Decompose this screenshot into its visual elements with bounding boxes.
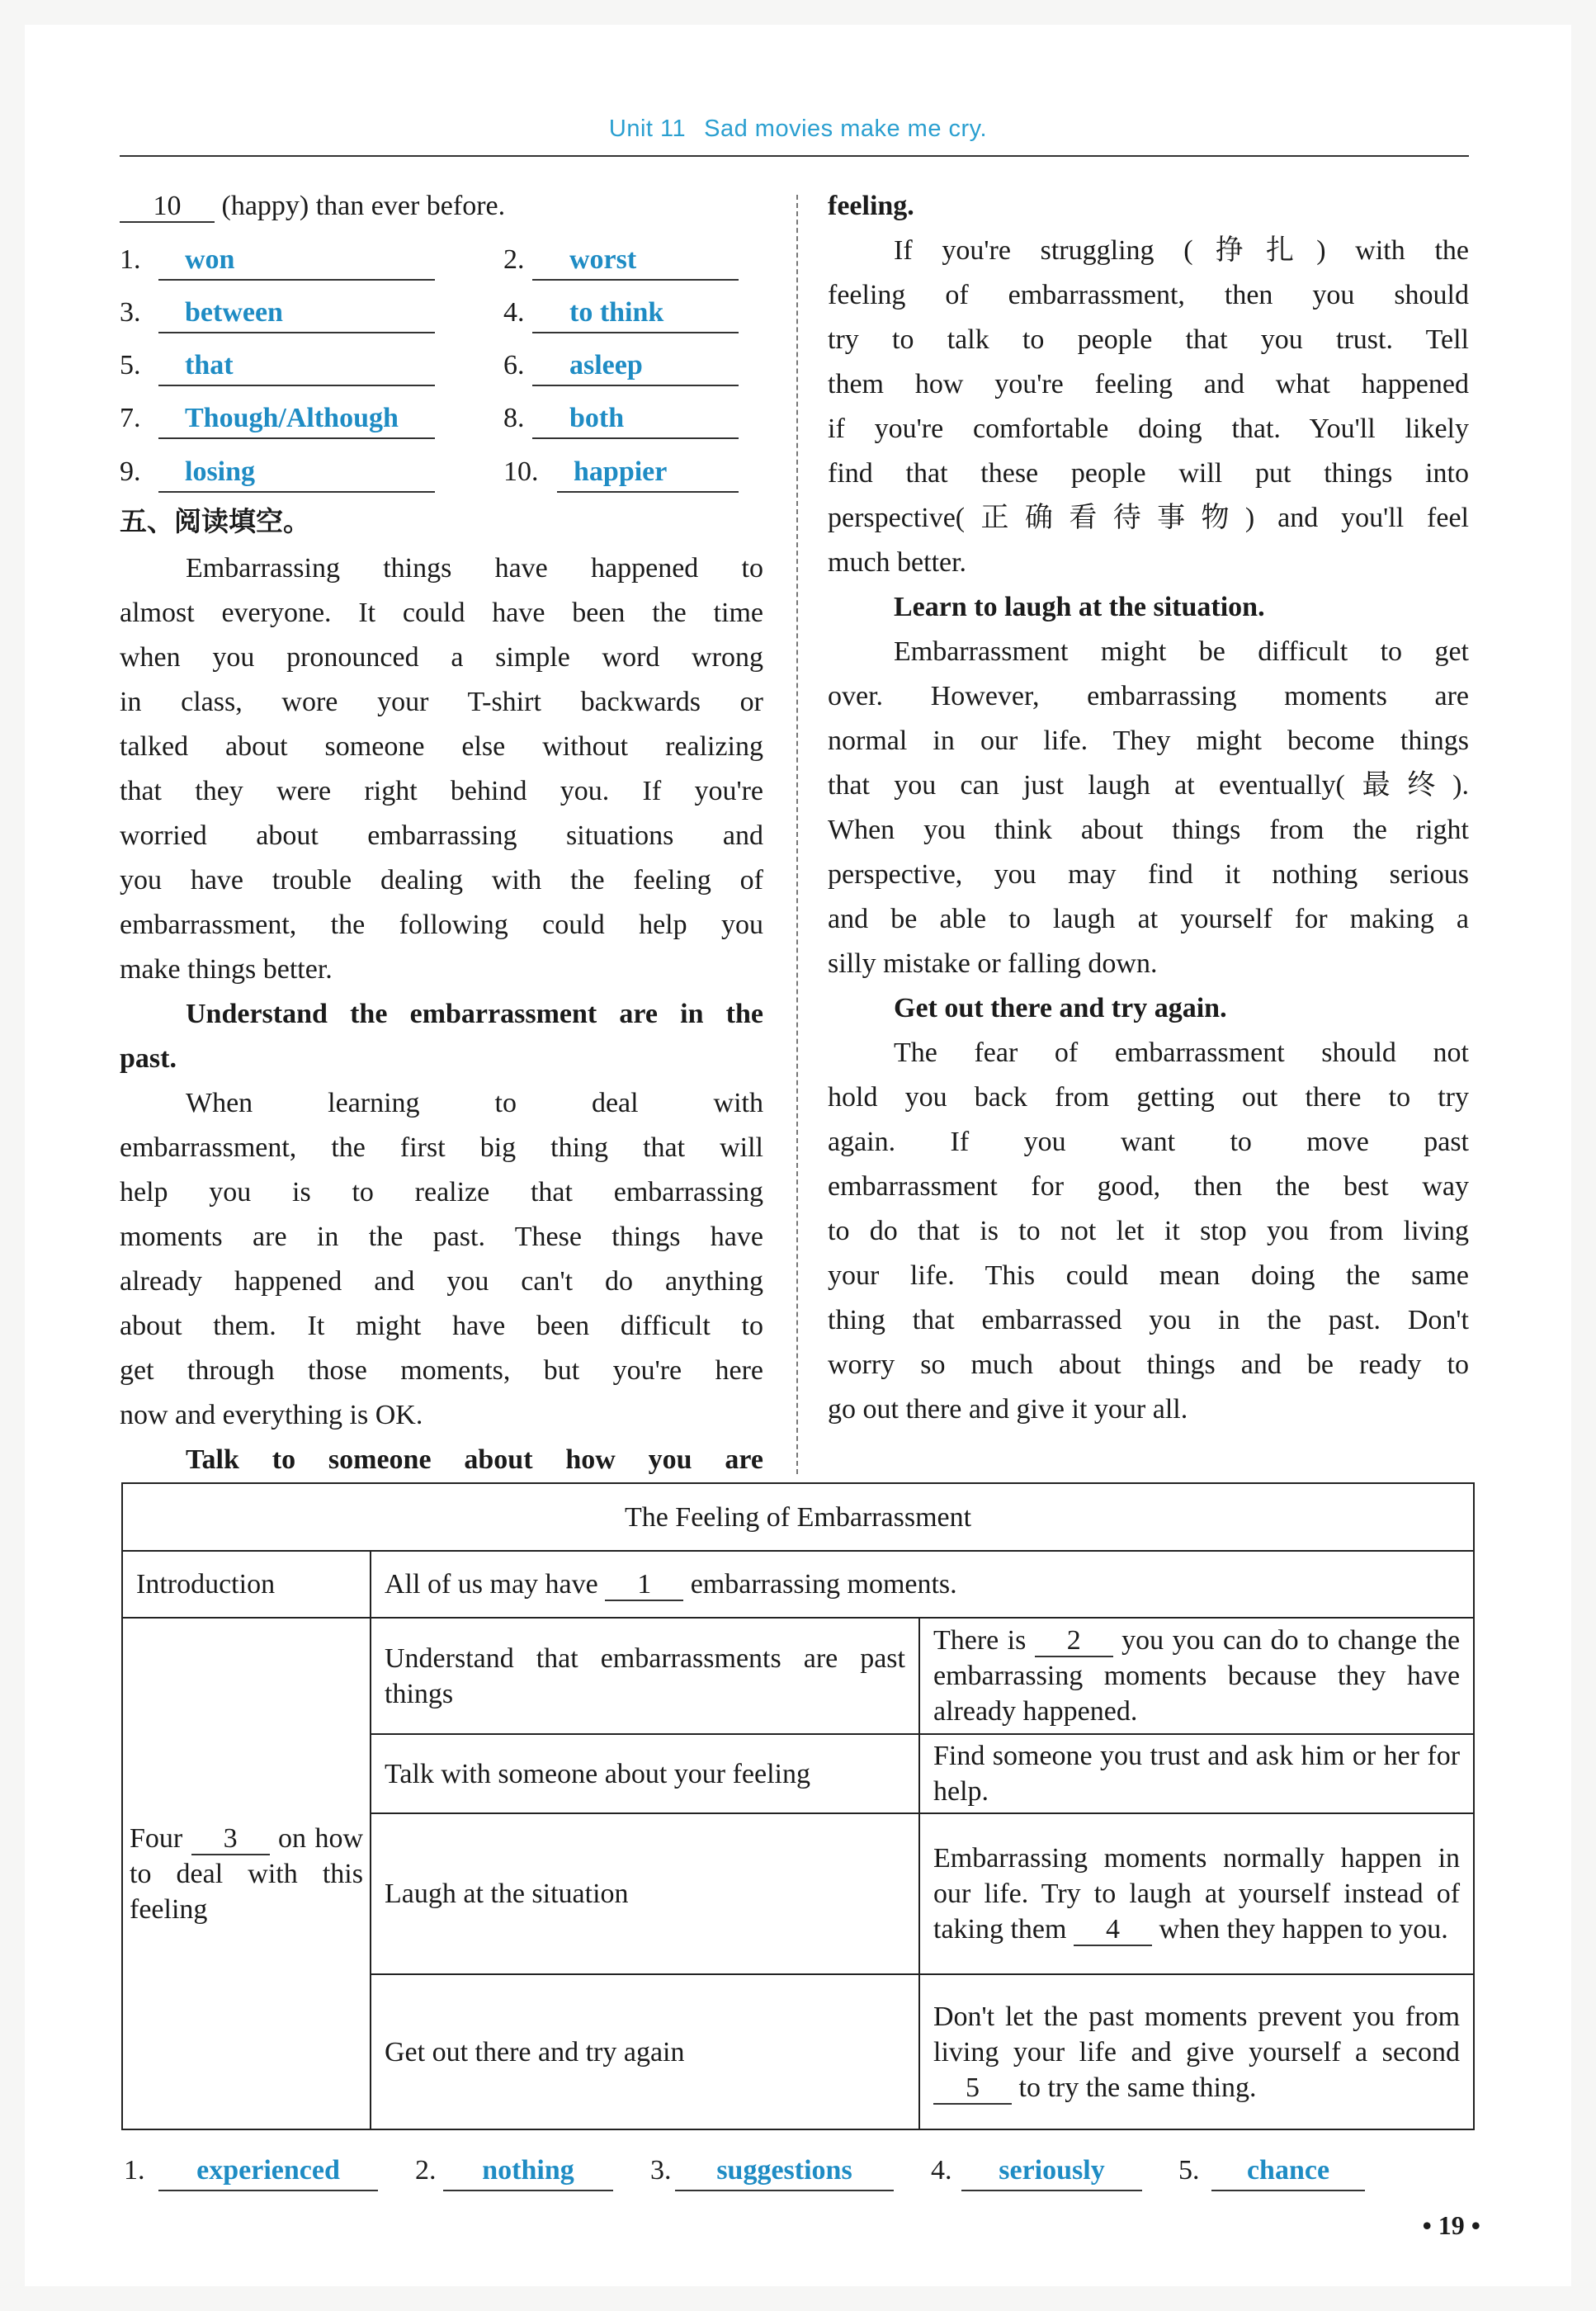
answer-number: 3. (120, 297, 141, 328)
paragraph-line: when you pronounced a simple word wrong (120, 642, 763, 673)
paragraph-line: about them. It might have been difficult to (120, 1311, 763, 1341)
answer-number: 5. (120, 350, 141, 380)
cell-text: to try the same thing. (1018, 2072, 1257, 2103)
page-number: • 19 • (1422, 2210, 1480, 2240)
answer-value: asleep (569, 350, 643, 380)
structure-label (122, 1618, 371, 2129)
paragraph-line: When you think about things from the right (828, 815, 1469, 845)
paragraph-line: them how you're feeling and what happened (828, 369, 1469, 399)
paragraph-line: perspective, you may find it nothing serious (828, 859, 1469, 890)
subheading-line: feeling. (828, 191, 914, 221)
paragraph-line: now and everything is OK. (120, 1400, 423, 1430)
answer-underline (532, 396, 739, 439)
top-line (120, 184, 763, 229)
blank-10: 10 (120, 191, 215, 223)
cell-text: you you can do to change the embarrassing moments because they have already happened. (933, 1625, 1461, 1727)
cell-text: Don't let the past moments prevent you from living your life and give yourself a second (933, 2001, 1461, 2068)
cell-text: on how to deal with this feeling (130, 1822, 364, 1925)
tip-4-detail (919, 1974, 1474, 2129)
running-header (0, 116, 1596, 143)
paragraph-line: talked about someone else without realizing (120, 731, 763, 762)
paragraph-line: again. If you want to move past (828, 1127, 1469, 1157)
paragraph-line: try to talk to people that you trust. Tell (828, 324, 1469, 355)
paragraph-line: worry so much about things and be ready to (828, 1349, 1469, 1380)
top-line-text: (happy) than ever before. (221, 191, 506, 221)
paragraph-line: The fear of embarrassment should not (894, 1037, 1469, 1068)
answer-value: worst (569, 244, 637, 275)
column-divider (796, 195, 798, 1474)
cell-text: There is (933, 1625, 1027, 1656)
answer-value: Though/Although (185, 403, 399, 433)
paragraph-line: go out there and give it your all. (828, 1394, 1188, 1425)
tip-3-detail (919, 1813, 1474, 1974)
paragraph-line: If you're struggling (挣扎) with the (894, 235, 1469, 266)
paragraph-line: moments are in the past. These things have (120, 1222, 763, 1252)
answer-number: 2. (503, 244, 525, 275)
paragraph-line: hold you back from getting out there to try (828, 1082, 1469, 1113)
section-title: 五、阅读填空。 (120, 508, 310, 537)
answer-number: 10. (503, 456, 539, 487)
unit-label: Unit 11 (608, 116, 687, 142)
answer-value: chance (1246, 2155, 1330, 2186)
paragraph-line: Embarrassment might be difficult to get (894, 636, 1469, 667)
blank-5: 5 (933, 2072, 1012, 2105)
paragraph-line: much better. (828, 547, 967, 578)
answer-value: losing (185, 456, 256, 487)
paragraph-line: silly mistake or falling down. (828, 948, 1158, 979)
answer-number: 9. (120, 456, 141, 487)
answer-number: 1. (124, 2155, 145, 2186)
tip-4: Get out there and try again (371, 1974, 919, 2129)
answer-value: to think (569, 297, 664, 328)
blank-2: 2 (1035, 1625, 1113, 1657)
unit-title: Sad movies make me cry. (704, 116, 988, 142)
answer-value: nothing (482, 2155, 574, 2186)
paragraph-line: worried about embarrassing situations and (120, 820, 763, 851)
paragraph-line: to do that is to not let it stop you from living (828, 1216, 1469, 1246)
paragraph-line: find that these people will put things into (828, 458, 1469, 489)
subheading-line: Understand the embarrassment are in the (186, 999, 763, 1029)
paragraph-line: over. However, embarrassing moments are (828, 681, 1469, 711)
tip-3: Laugh at the situation (371, 1813, 919, 1974)
paragraph-line: embarrassment, the following could help you (120, 910, 763, 940)
paragraph-line: in class, wore your T-shirt backwards or (120, 687, 763, 717)
summary-table (121, 1482, 1475, 2130)
paragraph-line: thing that embarrassed you in the past. Don't (828, 1305, 1469, 1335)
table-title: The Feeling of Embarrassment (122, 1483, 1474, 1551)
cell-text: All of us may have (385, 1569, 598, 1600)
paragraph-line: if you're comfortable doing that. You'll likely (828, 414, 1469, 444)
paragraph-line: your life. This could mean doing the same (828, 1260, 1469, 1291)
answer-number: 7. (120, 403, 141, 433)
cell-text: Embarrassing moments normally happen in our life. Try to laugh at yourself instead of taking them (933, 1843, 1461, 1945)
cell-text: Four (130, 1822, 183, 1854)
subheading-line: Get out there and try again. (894, 993, 1227, 1023)
intro-label: Introduction (122, 1551, 371, 1618)
intro-text (371, 1551, 1474, 1618)
paragraph-line: Embarrassing things have happened to (186, 553, 763, 584)
paragraph-line: embarrassment, the first big thing that will (120, 1132, 763, 1163)
answer-number: 4. (931, 2155, 952, 2186)
paragraph-line: make things better. (120, 954, 333, 985)
paragraph-line: you have trouble dealing with the feeling of (120, 865, 763, 896)
subheading-line: Talk to someone about how you are (186, 1444, 763, 1475)
paragraph-line: normal in our life. They might become things (828, 725, 1469, 756)
answer-number: 1. (120, 244, 141, 275)
paragraph-line: already happened and you can't do anything (120, 1266, 763, 1297)
answer-number: 2. (415, 2155, 437, 2186)
cell-text: when they happen to you. (1159, 1914, 1448, 1945)
tip-2-detail: Find someone you trust and ask him or her for help. (919, 1734, 1474, 1813)
answer-value: suggestions (716, 2155, 852, 2186)
header-rule (120, 155, 1469, 157)
paragraph-line: When learning to deal with (186, 1088, 763, 1118)
paragraph-line: get through those moments, but you're here (120, 1355, 763, 1386)
left-column (120, 546, 763, 1482)
answer-value: that (185, 350, 234, 380)
paragraph-line: help you is to realize that embarrassing (120, 1177, 763, 1207)
paragraph-line: feeling of embarrassment, then you should (828, 280, 1469, 310)
tip-1-detail (919, 1618, 1474, 1734)
paragraph-line: perspective(正确看待事物) and you'll feel (828, 503, 1469, 533)
blank-4: 4 (1074, 1914, 1152, 1946)
tip-2: Talk with someone about your feeling (371, 1734, 919, 1813)
paragraph-line: that you can just laugh at eventually(最终). (828, 770, 1469, 801)
answer-value: seriously (999, 2155, 1105, 2186)
answer-number: 4. (503, 297, 525, 328)
subheading-line: Learn to laugh at the situation. (894, 592, 1265, 622)
answer-value: between (185, 297, 283, 328)
blank-1: 1 (605, 1569, 683, 1601)
answer-number: 8. (503, 403, 525, 433)
answer-value: both (569, 403, 625, 433)
answer-number: 6. (503, 350, 525, 380)
paragraph-line: that they were right behind you. If you're (120, 776, 763, 806)
right-column (828, 184, 1469, 1432)
answer-value: happier (574, 456, 668, 487)
paragraph-line: and be able to laugh at yourself for making a (828, 904, 1469, 934)
paragraph-line: embarrassment for good, then the best way (828, 1171, 1469, 1202)
answer-value: experienced (196, 2155, 340, 2186)
answer-number: 5. (1178, 2155, 1200, 2186)
subheading-line: past. (120, 1043, 177, 1074)
paragraph-line: almost everyone. It could have been the time (120, 598, 763, 628)
answer-value: won (185, 244, 235, 275)
blank-3: 3 (191, 1823, 270, 1855)
tip-1: Understand that embarrassments are past things (371, 1618, 919, 1734)
answer-number: 3. (650, 2155, 672, 2186)
cell-text: embarrassing moments. (690, 1569, 957, 1600)
